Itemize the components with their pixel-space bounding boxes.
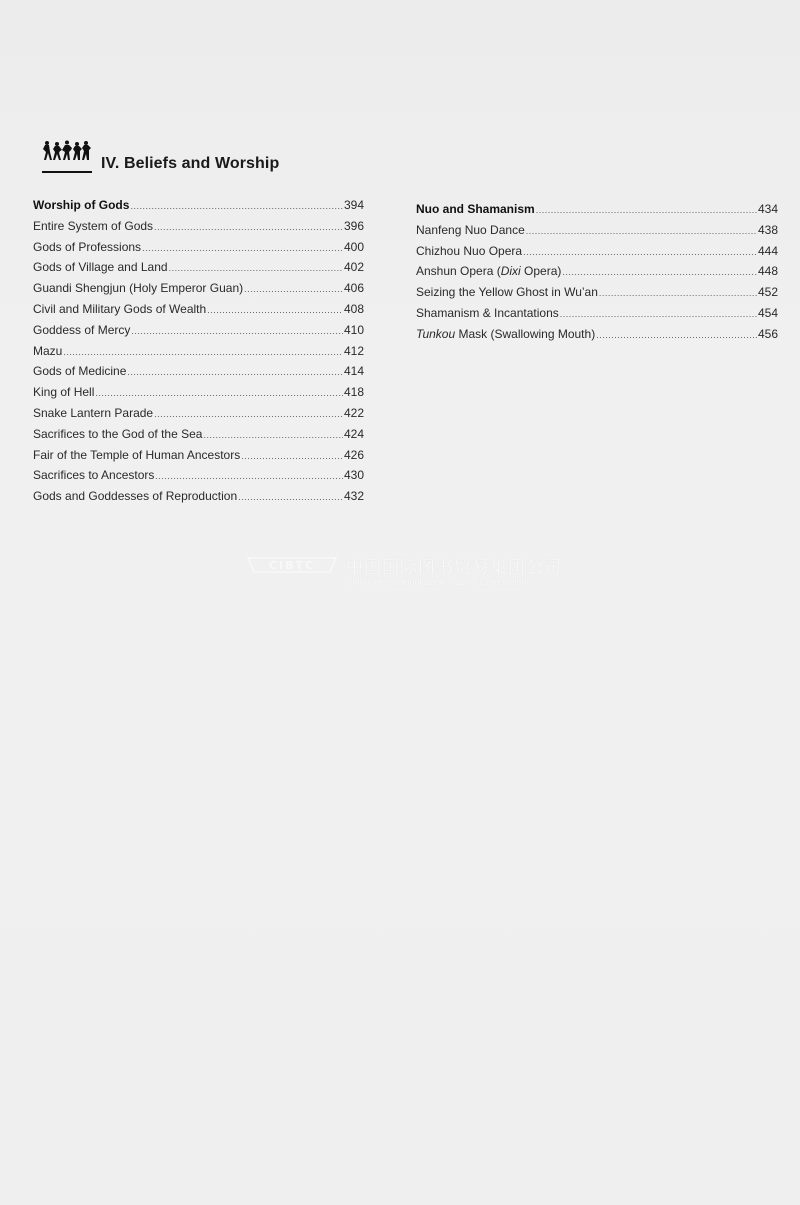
toc-entry[interactable] — [416, 285, 778, 306]
toc-entry[interactable] — [33, 364, 364, 385]
toc-entry-title-suffix: Opera) — [520, 264, 562, 279]
toc-entry-title — [416, 223, 525, 237]
toc-entry-title-text: Guandi Shengjun (Holy Emperor Guan) — [33, 281, 244, 296]
toc-entry-title — [33, 427, 202, 441]
toc-entry-leader-dots — [130, 201, 343, 211]
toc-entry-leader-dots — [142, 243, 343, 253]
toc-entry-page-number: 400 — [343, 239, 364, 254]
toc-entry-title — [416, 264, 561, 278]
watermark-english-text: China International Book Trading Corporation — [346, 577, 527, 587]
toc-entry-title-text: King of Hell — [33, 385, 95, 400]
section-header — [40, 138, 360, 178]
toc-entry-page-number: 432 — [343, 489, 364, 504]
toc-entry-page-number: 430 — [343, 468, 364, 483]
section-rule — [42, 171, 92, 173]
toc-entry[interactable] — [416, 264, 778, 285]
toc-entry[interactable] — [416, 223, 778, 244]
toc-entry-title — [33, 448, 240, 462]
toc-entry-title — [416, 202, 535, 216]
toc-entry-title — [33, 468, 154, 482]
toc-entry[interactable] — [33, 344, 364, 365]
cibtc-logo-icon — [246, 556, 338, 574]
toc-entry[interactable] — [33, 468, 364, 489]
toc-entry-title-text: Civil and Military Gods of Wealth — [33, 301, 207, 316]
toc-entry-leader-dots — [154, 222, 343, 232]
toc-entry-title-text: Shamanism & Incantations — [416, 305, 559, 320]
toc-entry-page-number: 422 — [343, 405, 364, 420]
toc-entry-page-number: 402 — [343, 260, 364, 275]
toc-entry-page-number: 406 — [343, 281, 364, 296]
toc-entry[interactable] — [416, 202, 778, 223]
toc-entry-leader-dots — [207, 305, 343, 315]
toc-entry-page-number: 456 — [757, 326, 778, 341]
toc-entry-leader-dots — [63, 347, 343, 357]
toc-entry-leader-dots — [536, 205, 757, 215]
toc-entry[interactable] — [33, 427, 364, 448]
toc-entry-title-text: Entire System of Gods — [33, 218, 154, 233]
toc-entry-title-text: Sacrifices to the God of the Sea — [33, 426, 203, 441]
toc-entry-title — [33, 302, 206, 316]
toc-entry[interactable] — [33, 260, 364, 281]
toc-entry[interactable] — [33, 448, 364, 469]
toc-entry-page-number: 448 — [757, 264, 778, 279]
toc-entry-title-text: Anshun Opera ( — [416, 264, 501, 279]
toc-entry-leader-dots — [599, 288, 757, 298]
toc-entry-page-number: 408 — [343, 301, 364, 316]
toc-entry-title-text: Gods of Medicine — [33, 364, 127, 379]
toc-entry-leader-dots — [155, 471, 343, 481]
toc-entry-title — [33, 406, 153, 420]
toc-right-column — [416, 202, 778, 348]
toc-entry[interactable] — [33, 489, 364, 510]
toc-entry-leader-dots — [203, 430, 343, 440]
toc-entry-title — [416, 285, 598, 299]
toc-entry-leader-dots — [127, 367, 343, 377]
toc-entry-title — [33, 344, 62, 358]
toc-entry-title-italic: Dixi — [500, 264, 521, 279]
toc-entry-title-text: Mazu — [33, 343, 63, 358]
publisher-watermark — [246, 552, 562, 597]
toc-entry-page-number: 410 — [343, 322, 364, 337]
section-title: IV. Beliefs and Worship — [101, 155, 280, 172]
toc-entry-title — [33, 240, 141, 254]
toc-entry-title — [416, 327, 595, 341]
watermark-chinese-text: 中国国际图书贸易集团公司 — [346, 558, 562, 578]
toc-entry-leader-dots — [131, 326, 343, 336]
toc-entry-title — [33, 219, 153, 233]
toc-entry-leader-dots — [169, 263, 343, 273]
toc-entry[interactable] — [33, 302, 364, 323]
toc-entry-title — [33, 364, 126, 378]
toc-entry[interactable] — [416, 244, 778, 265]
toc-entry-leader-dots — [241, 451, 343, 461]
toc-entry[interactable] — [33, 198, 364, 219]
toc-entry-leader-dots — [560, 309, 757, 319]
toc-entry-leader-dots — [95, 388, 343, 398]
toc-entry-page-number: 454 — [757, 305, 778, 320]
toc-entry-page-number: 394 — [343, 198, 364, 212]
toc-entry-page-number: 438 — [757, 222, 778, 237]
toc-entry-title — [416, 306, 559, 320]
toc-entry-title-suffix: Mask (Swallowing Mouth) — [455, 326, 596, 341]
toc-entry-title-text: Gods and Goddesses of Reproduction — [33, 489, 238, 504]
toc-entry-title — [416, 244, 522, 258]
toc-entry-title-text: Snake Lantern Parade — [33, 405, 154, 420]
toc-entry-title-text: Nanfeng Nuo Dance — [416, 222, 525, 237]
watermark-badge-text: CIBTC — [268, 559, 316, 572]
toc-entry-title — [33, 281, 243, 295]
toc-entry[interactable] — [416, 306, 778, 327]
toc-entry-page-number: 424 — [343, 426, 364, 441]
toc-entry-page-number: 444 — [757, 243, 778, 258]
toc-entry-page-number: 396 — [343, 218, 364, 233]
toc-entry[interactable] — [33, 240, 364, 261]
toc-entry-page-number: 412 — [343, 343, 364, 358]
toc-entry-leader-dots — [526, 226, 757, 236]
toc-entry[interactable] — [33, 219, 364, 240]
toc-left-column — [33, 198, 364, 510]
toc-entry-title — [33, 489, 237, 503]
toc-entry-title-text: Gods of Professions — [33, 239, 142, 254]
toc-entry[interactable] — [33, 406, 364, 427]
toc-entry-title-text: Worship of Gods — [33, 198, 130, 212]
toc-entry-title-text: Seizing the Yellow Ghost in Wu’an — [416, 285, 598, 300]
toc-entry-title-text: Sacrifices to Ancestors — [33, 468, 155, 483]
toc-entry-title-text: Goddess of Mercy — [33, 322, 131, 337]
dancing-figures-icon — [42, 140, 92, 162]
toc-entry-title-text: Nuo and Shamanism — [416, 202, 535, 216]
toc-entry[interactable] — [33, 281, 364, 302]
toc-entry-leader-dots — [238, 492, 343, 502]
toc-entry-title — [33, 385, 94, 399]
toc-entry-leader-dots — [596, 330, 757, 340]
toc-entry-page-number: 426 — [343, 447, 364, 462]
toc-entry-leader-dots — [523, 247, 757, 257]
toc-entry-title-italic: Tunkou — [416, 326, 456, 341]
toc-entry-title-text: Gods of Village and Land — [33, 260, 168, 275]
toc-entry-title — [33, 260, 168, 274]
toc-entry-title-text: Fair of the Temple of Human Ancestors — [33, 447, 241, 462]
toc-entry-page-number: 434 — [757, 202, 778, 216]
toc-entry-leader-dots — [154, 409, 343, 419]
toc-entry[interactable] — [33, 323, 364, 344]
toc-entry-leader-dots — [244, 284, 343, 294]
toc-entry-title — [33, 323, 130, 337]
toc-entry-page-number: 418 — [343, 385, 364, 400]
toc-entry-page-number: 414 — [343, 364, 364, 379]
toc-entry[interactable] — [416, 327, 778, 348]
toc-entry-page-number: 452 — [757, 285, 778, 300]
toc-entry-title-text: Chizhou Nuo Opera — [416, 243, 523, 258]
toc-entry[interactable] — [33, 385, 364, 406]
toc-entry-title — [33, 198, 129, 212]
toc-entry-leader-dots — [562, 267, 757, 277]
